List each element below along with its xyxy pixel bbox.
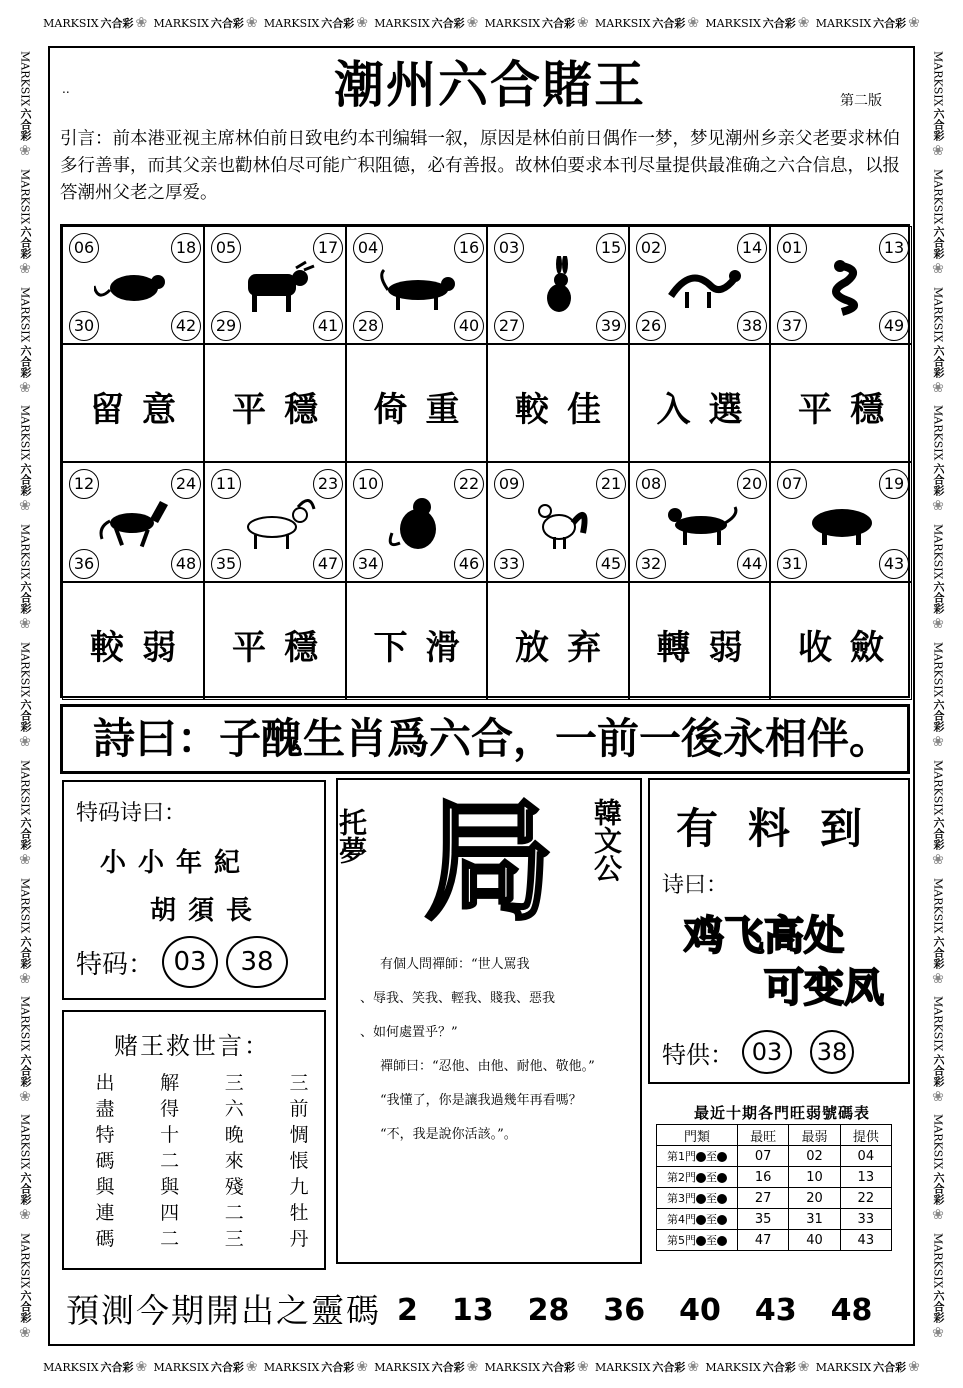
intro-text: 引言：前本港亚视主席林伯前日致电约本刊编辑一叙，原因是林伯前日偶作一梦，梦见潮州乡亲父老要求林伯多行善事，而其父亲也勸林伯尽可能广积阻德，必有善报。故林伯要求本刊尽量提供最准确之六合信息，以报答潮州父老之厚爱。 [60, 129, 900, 203]
watermark-item: MARKSIX 六合彩 ❀ [930, 523, 946, 632]
door-label: 第4門 [667, 1213, 696, 1226]
flower-icon: ❀ [17, 1325, 33, 1342]
zodiac-number: 02 [636, 233, 666, 263]
watermark-item: MARKSIX 六合彩 ❀ [17, 641, 33, 751]
flower-icon: ❀ [797, 1359, 810, 1375]
watermark-item: MARKSIX 六合彩 ❀ [17, 169, 33, 278]
table-header: 最旺 [738, 1125, 789, 1146]
zodiac-number: 04 [353, 233, 383, 263]
edition-label: 第二版 [840, 93, 882, 109]
zodiac-cell [770, 462, 912, 582]
watermark-band-left [0, 46, 50, 1346]
watermark-item: MARKSIX 六合彩 ❀ [705, 15, 810, 31]
flower-icon: ❀ [930, 1206, 946, 1223]
dog-icon [661, 493, 741, 553]
material-box [648, 778, 910, 1084]
flower-icon: ❀ [245, 1359, 258, 1375]
material-heading: 有料到 [676, 804, 893, 853]
prediction-number: 48 [830, 1293, 873, 1328]
flower-icon: ❀ [930, 615, 946, 632]
zodiac-number: 47 [313, 549, 343, 579]
watermark-item: MARKSIX 六合彩 ❀ [17, 759, 33, 869]
zodiac-cell [62, 462, 204, 582]
to-label: 至 [706, 1150, 717, 1163]
ball-icon [696, 1173, 706, 1183]
story-line: 、辱我、笑我、輕我、賤我、惡我 [360, 991, 556, 1006]
watermark-item: MARKSIX 六合彩 ❀ [930, 405, 946, 514]
table-cell: 16 [738, 1167, 789, 1188]
zodiac-word-cell [62, 582, 204, 700]
special-number-1: 03 [162, 936, 218, 988]
flower-icon: ❀ [930, 497, 946, 514]
material-number-label: 特供： [662, 1040, 734, 1069]
zodiac-forecast: 較弱 [90, 628, 194, 668]
table-cell: 43 [840, 1230, 891, 1251]
table-cell: 02 [789, 1146, 840, 1167]
watermark-item: MARKSIX 六合彩 ❀ [17, 1114, 33, 1223]
page-title: 潮州六合賭王 [334, 55, 646, 114]
zodiac-word-cell [770, 344, 912, 462]
zodiac-number: 20 [737, 469, 767, 499]
prediction-number: 28 [527, 1293, 570, 1328]
door-label: 第3門 [667, 1192, 696, 1205]
material-line2: 可变凤 [764, 965, 884, 1011]
zodiac-number: 14 [737, 233, 767, 263]
flower-icon: ❀ [17, 1206, 33, 1223]
flower-icon: ❀ [17, 379, 33, 396]
special-number-row [76, 936, 288, 988]
ball-icon [696, 1236, 706, 1246]
zodiac-number: 40 [454, 311, 484, 341]
zodiac-number: 32 [636, 549, 666, 579]
zodiac-forecast: 留意 [90, 390, 194, 430]
saviour-column: 三六晚來殘二三 [224, 1072, 244, 1250]
zodiac-number: 39 [596, 311, 626, 341]
watermark-item: MARKSIX 六合彩 ❀ [930, 641, 946, 751]
prediction-number: 40 [679, 1293, 721, 1328]
watermark-item: MARKSIX 六合彩 ❀ [484, 1359, 589, 1375]
watermark-item: MARKSIX 六合彩 ❀ [17, 1232, 33, 1342]
zodiac-word-cell [204, 344, 346, 462]
flower-icon: ❀ [930, 970, 946, 987]
table-cell: 10 [789, 1167, 840, 1188]
poem-bar: 詩曰：子醜生肖爲六合，一前一後永相伴。 [60, 704, 910, 774]
table-cell: 31 [789, 1209, 840, 1230]
material-number-1: 03 [742, 1030, 792, 1074]
flower-icon: ❀ [930, 143, 946, 160]
saviour-column: 出盡特碼與連碼 [95, 1072, 115, 1250]
tiger-icon [378, 256, 458, 316]
special-number-2: 38 [226, 936, 288, 988]
watermark-item: MARKSIX 六合彩 ❀ [263, 15, 369, 31]
saviour-column: 三前惆悵九牡丹 [289, 1072, 309, 1250]
zodiac-number: 48 [171, 549, 201, 579]
flower-icon: ❀ [930, 852, 946, 869]
watermark-item: MARKSIX 六合彩 ❀ [594, 1359, 700, 1375]
saviour-heading: 赌王救世言： [114, 1032, 270, 1060]
prediction-number: 36 [603, 1293, 646, 1328]
table-cell: 47 [738, 1230, 789, 1251]
zodiac-forecast: 轉弱 [656, 628, 761, 668]
table-cell: 40 [789, 1230, 840, 1251]
watermark-item: MARKSIX 六合彩 ❀ [930, 1232, 946, 1342]
zodiac-number: 27 [494, 311, 524, 341]
material-number-row [662, 1030, 854, 1074]
zodiac-number: 24 [171, 469, 201, 499]
table-row [657, 1146, 892, 1167]
ball-icon [696, 1215, 706, 1225]
zodiac-number: 03 [494, 233, 524, 263]
zodiac-forecast: 倚重 [373, 390, 478, 430]
pig-icon [802, 493, 882, 553]
zodiac-number: 11 [211, 469, 241, 499]
flower-icon: ❀ [17, 497, 33, 514]
flower-icon: ❀ [17, 852, 33, 869]
watermark-item: MARKSIX 六合彩 ❀ [374, 15, 479, 31]
watermark-item: MARKSIX 六合彩 ❀ [43, 1359, 148, 1375]
zodiac-number: 19 [879, 469, 909, 499]
story-line: 禪師曰：“忍他、由他、耐他、敬他。” [380, 1059, 595, 1074]
zodiac-number: 23 [313, 469, 343, 499]
watermark-item: MARKSIX 六合彩 ❀ [815, 15, 920, 31]
snake-icon [802, 256, 882, 316]
zodiac-number: 28 [353, 311, 383, 341]
flower-icon: ❀ [908, 1359, 920, 1375]
zodiac-cell [629, 462, 770, 582]
watermark-item: MARKSIX 六合彩 ❀ [930, 50, 946, 160]
flower-icon: ❀ [17, 970, 33, 987]
zodiac-cell [487, 462, 629, 582]
watermark-item: MARKSIX 六合彩 ❀ [930, 1114, 946, 1223]
story-line: 、如何處置乎？” [360, 1025, 458, 1040]
to-label: 至 [706, 1213, 717, 1226]
watermark-item: MARKSIX 六合彩 ❀ [17, 523, 33, 632]
zodiac-number: 41 [313, 311, 343, 341]
saviour-columns [92, 1070, 312, 1260]
door-label: 第1門 [667, 1150, 696, 1163]
table-cell: 04 [840, 1146, 891, 1167]
flower-icon: ❀ [17, 615, 33, 632]
special-poem-heading: 特码诗曰： [76, 801, 187, 826]
saviour-box [62, 1010, 326, 1270]
centre-right-title: 韓文公 [590, 798, 623, 882]
ball-icon [717, 1236, 727, 1246]
zodiac-number: 07 [777, 469, 807, 499]
zodiac-word-cell [770, 582, 912, 700]
zodiac-forecast: 平穩 [798, 390, 902, 430]
zodiac-number: 33 [494, 549, 524, 579]
special-poem-line1: 小小年紀 [100, 848, 253, 878]
rooster-icon [519, 493, 599, 553]
watermark-item: MARKSIX 六合彩 ❀ [815, 1359, 920, 1375]
zodiac-number: 06 [69, 233, 99, 263]
watermark-band-bottom [0, 1346, 963, 1388]
prediction-label: 預測今期開出之靈碼 [66, 1291, 381, 1330]
watermark-item: MARKSIX 六合彩 ❀ [17, 996, 33, 1105]
flower-icon: ❀ [930, 1325, 946, 1342]
monkey-icon [378, 493, 458, 553]
zodiac-number: 01 [777, 233, 807, 263]
rat-icon [94, 256, 174, 316]
zodiac-forecast: 平穩 [232, 628, 336, 668]
flower-icon: ❀ [930, 734, 946, 751]
to-label: 至 [706, 1234, 717, 1247]
zodiac-number: 05 [211, 233, 241, 263]
zodiac-number: 30 [69, 311, 99, 341]
ball-icon [717, 1215, 727, 1225]
zodiac-number: 49 [879, 311, 909, 341]
watermark-item: MARKSIX 六合彩 ❀ [705, 1359, 810, 1375]
zodiac-cell [629, 226, 770, 344]
watermark-item: MARKSIX 六合彩 ❀ [17, 405, 33, 514]
goat-icon [236, 493, 316, 553]
zodiac-number: 43 [879, 549, 909, 579]
zodiac-number: 18 [171, 233, 201, 263]
flower-icon: ❀ [577, 1359, 589, 1375]
watermark-item: MARKSIX 六合彩 ❀ [153, 1359, 258, 1375]
zodiac-cell [346, 226, 487, 344]
watermark-item: MARKSIX 六合彩 ❀ [17, 50, 33, 160]
watermark-item: MARKSIX 六合彩 ❀ [930, 996, 946, 1105]
flower-icon: ❀ [356, 1359, 369, 1375]
watermark-item: MARKSIX 六合彩 ❀ [17, 287, 33, 396]
door-table [656, 1124, 892, 1251]
watermark-item: MARKSIX 六合彩 ❀ [43, 15, 148, 31]
flower-icon: ❀ [17, 1088, 33, 1105]
table-row [657, 1230, 892, 1251]
zodiac-number: 42 [171, 311, 201, 341]
zodiac-number: 36 [69, 549, 99, 579]
zodiac-word-cell [62, 344, 204, 462]
zodiac-cell [204, 462, 346, 582]
flower-icon: ❀ [930, 261, 946, 278]
centre-story [350, 948, 636, 1152]
zodiac-cell [346, 462, 487, 582]
dragon-icon [661, 256, 741, 316]
zodiac-forecast: 平穩 [232, 390, 336, 430]
table-cell: 35 [738, 1209, 789, 1230]
watermark-item: MARKSIX 六合彩 ❀ [930, 169, 946, 278]
table-cell: 22 [840, 1188, 891, 1209]
zodiac-word-cell [487, 344, 629, 462]
door-label: 第5門 [667, 1234, 696, 1247]
horse-icon [94, 493, 174, 553]
zodiac-word-cell [629, 582, 770, 700]
zodiac-number: 35 [211, 549, 241, 579]
zodiac-number: 10 [353, 469, 383, 499]
table-cell: 13 [840, 1167, 891, 1188]
header-dots: .. [62, 82, 70, 96]
zodiac-number: 46 [454, 549, 484, 579]
prediction-number: 43 [754, 1293, 797, 1328]
material-line1: 鸡飞高处 [684, 913, 844, 959]
table-cell: 07 [738, 1146, 789, 1167]
material-sub: 诗曰： [662, 873, 729, 898]
zodiac-forecast: 下滑 [373, 628, 478, 668]
watermark-band-right [913, 46, 963, 1346]
ball-icon [717, 1194, 727, 1204]
table-header-row [657, 1125, 892, 1146]
zodiac-grid [60, 224, 910, 698]
zodiac-cell [487, 226, 629, 344]
zodiac-forecast: 收斂 [798, 628, 902, 668]
zodiac-number: 09 [494, 469, 524, 499]
table-row [657, 1188, 892, 1209]
watermark-item: MARKSIX 六合彩 ❀ [594, 15, 700, 31]
flower-icon: ❀ [356, 15, 369, 31]
flower-icon: ❀ [466, 1359, 479, 1375]
zodiac-forecast: 入選 [656, 390, 761, 430]
table-cell: 20 [789, 1188, 840, 1209]
flower-icon: ❀ [17, 734, 33, 751]
door-cell [657, 1230, 738, 1251]
flower-icon: ❀ [930, 1088, 946, 1105]
story-line: “不，我是說你活該。”。 [380, 1127, 517, 1142]
flower-icon: ❀ [797, 15, 810, 31]
story-line: “我懂了，你是讓我過幾年再看嗎？ [380, 1093, 582, 1108]
ox-icon [236, 256, 316, 316]
zodiac-number: 08 [636, 469, 666, 499]
zodiac-number: 22 [454, 469, 484, 499]
zodiac-number: 16 [454, 233, 484, 263]
ball-icon [696, 1194, 706, 1204]
zodiac-number: 26 [636, 311, 666, 341]
ball-icon [717, 1152, 727, 1162]
flower-icon: ❀ [908, 15, 920, 31]
prediction-number: 13 [451, 1293, 494, 1328]
zodiac-cell [62, 226, 204, 344]
prediction-number: 2 [397, 1293, 418, 1328]
watermark-item: MARKSIX 六合彩 ❀ [263, 1359, 369, 1375]
watermark-item: MARKSIX 六合彩 ❀ [930, 287, 946, 396]
door-cell [657, 1146, 738, 1167]
flower-icon: ❀ [245, 15, 258, 31]
table-cell: 33 [840, 1209, 891, 1230]
door-cell [657, 1188, 738, 1209]
table-cell: 27 [738, 1188, 789, 1209]
watermark-item: MARKSIX 六合彩 ❀ [930, 878, 946, 987]
material-number-2: 38 [810, 1030, 854, 1074]
table-header: 最弱 [789, 1125, 840, 1146]
story-line: 有個人問禪師：“世人罵我 [380, 957, 530, 972]
zodiac-number: 15 [596, 233, 626, 263]
door-label: 第2門 [667, 1171, 696, 1184]
special-poem-line2: 胡須長 [150, 896, 265, 926]
zodiac-number: 31 [777, 549, 807, 579]
flower-icon: ❀ [17, 261, 33, 278]
zodiac-word-cell [346, 582, 487, 700]
table-header: 提供 [840, 1125, 891, 1146]
ball-icon [717, 1173, 727, 1183]
zodiac-cell [204, 226, 346, 344]
watermark-item: MARKSIX 六合彩 ❀ [930, 759, 946, 869]
flower-icon: ❀ [687, 15, 700, 31]
flower-icon: ❀ [930, 379, 946, 396]
zodiac-number: 13 [879, 233, 909, 263]
prediction-numbers [397, 1285, 872, 1337]
zodiac-number: 44 [737, 549, 767, 579]
zodiac-number: 37 [777, 311, 807, 341]
centre-big-char: 局 [423, 786, 554, 938]
zodiac-number: 34 [353, 549, 383, 579]
watermark-item: MARKSIX 六合彩 ❀ [17, 878, 33, 987]
flower-icon: ❀ [135, 15, 148, 31]
watermark-band-top [0, 0, 963, 46]
watermark-item: MARKSIX 六合彩 ❀ [374, 1359, 479, 1375]
zodiac-number: 21 [596, 469, 626, 499]
flower-icon: ❀ [577, 15, 589, 31]
zodiac-word-cell [629, 344, 770, 462]
zodiac-word-cell [487, 582, 629, 700]
zodiac-number: 29 [211, 311, 241, 341]
table-row [657, 1209, 892, 1230]
table-row [657, 1167, 892, 1188]
zodiac-forecast: 放弃 [515, 628, 619, 668]
flower-icon: ❀ [687, 1359, 700, 1375]
watermark-item: MARKSIX 六合彩 ❀ [484, 15, 589, 31]
zodiac-number: 45 [596, 549, 626, 579]
zodiac-forecast: 較佳 [515, 390, 619, 430]
door-cell [657, 1167, 738, 1188]
zodiac-word-cell [346, 344, 487, 462]
prediction-row [66, 1285, 906, 1337]
to-label: 至 [706, 1171, 717, 1184]
flower-icon: ❀ [135, 1359, 148, 1375]
zodiac-number: 17 [313, 233, 343, 263]
centre-left-title: 托夢 [335, 808, 368, 864]
special-number-label: 特码： [76, 949, 155, 980]
ball-icon [696, 1152, 706, 1162]
special-poem-box [62, 780, 326, 1000]
table-title: 最近十期各門旺弱號碼表 [693, 1104, 870, 1122]
door-cell [657, 1209, 738, 1230]
flower-icon: ❀ [466, 15, 479, 31]
watermark-item: MARKSIX 六合彩 ❀ [153, 15, 258, 31]
centre-box [336, 778, 642, 1264]
flower-icon: ❀ [17, 143, 33, 160]
to-label: 至 [706, 1192, 717, 1205]
table-header: 門類 [657, 1125, 738, 1146]
rabbit-icon [519, 256, 599, 316]
saviour-column: 解得十二與四二 [160, 1072, 180, 1250]
zodiac-word-cell [204, 582, 346, 700]
zodiac-number: 38 [737, 311, 767, 341]
zodiac-number: 12 [69, 469, 99, 499]
zodiac-cell [770, 226, 912, 344]
